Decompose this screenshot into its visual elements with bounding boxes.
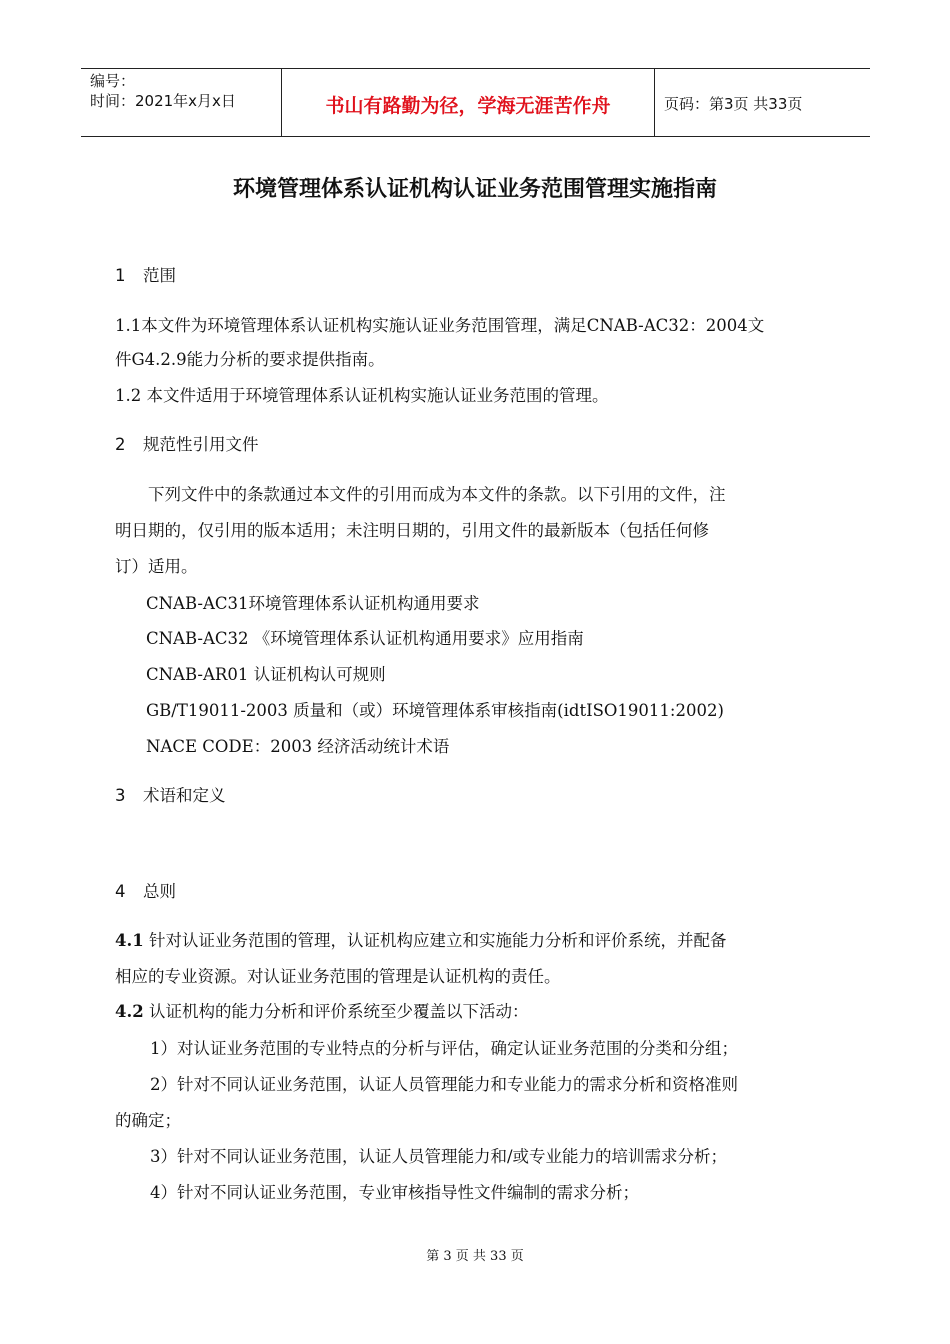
section-number: 1 xyxy=(115,266,126,285)
header-top-rule xyxy=(81,68,870,69)
list-item-continuation: 的确定； xyxy=(115,1111,181,1130)
clause-text: 针对认证业务范围的管理，认证机构应建立和实施能力分析和评价系统，并配备 xyxy=(143,931,727,950)
section-number: 2 xyxy=(115,435,126,454)
section-title: 术语和定义 xyxy=(143,786,226,805)
section-number: 3 xyxy=(115,786,126,805)
paragraph-line: 1.2 本文件适用于环境管理体系认证机构实施认证业务范围的管理。 xyxy=(115,386,609,405)
reference-item: CNAB-AC31环境管理体系认证机构通用要求 xyxy=(146,594,480,613)
clause-4-1 xyxy=(115,929,726,953)
header-page-label: 页码：第3页 共33页 xyxy=(664,95,803,113)
list-item: 1）对认证业务范围的专业特点的分析与评估，确定认证业务范围的分类和分组； xyxy=(150,1039,738,1058)
doc-date-label: 时间：2021年x月x日 xyxy=(90,92,236,110)
reference-item: GB/T19011-2003 质量和（或）环境管理体系审核指南(idtISO19011:2002) xyxy=(146,701,724,720)
clause-text: 认证机构的能力分析和评价系统至少覆盖以下活动： xyxy=(143,1002,529,1021)
list-item: 2）针对不同认证业务范围，认证人员管理能力和专业能力的需求分析和资格准则 xyxy=(150,1075,738,1094)
section-title: 范围 xyxy=(143,266,176,285)
reference-item: CNAB-AR01 认证机构认可规则 xyxy=(146,665,386,684)
reference-item: CNAB-AC32 《环境管理体系认证机构通用要求》应用指南 xyxy=(146,629,584,648)
header-bottom-rule xyxy=(81,136,870,137)
clause-4-2 xyxy=(115,1000,528,1024)
paragraph-line: 订）适用。 xyxy=(115,557,198,576)
page-footer: 第 3 页 共 33 页 xyxy=(426,1249,524,1264)
header-divider-right xyxy=(654,68,655,136)
paragraph-line: 1.1本文件为环境管理体系认证机构实施认证业务范围管理，满足CNAB-AC32：2004文 xyxy=(115,316,765,335)
document-title: 环境管理体系认证机构认证业务范围管理实施指南 xyxy=(232,177,717,202)
section-heading-3 xyxy=(115,784,226,808)
section-title: 总则 xyxy=(143,882,176,901)
list-item: 4）针对不同认证业务范围，专业审核指导性文件编制的需求分析； xyxy=(150,1183,639,1202)
section-title: 规范性引用文件 xyxy=(143,435,259,454)
paragraph-line: 下列文件中的条款通过本文件的引用而成为本文件的条款。以下引用的文件，注 xyxy=(148,485,726,504)
section-heading-1 xyxy=(115,264,176,288)
section-heading-2 xyxy=(115,433,259,457)
section-heading-4 xyxy=(115,880,176,904)
paragraph-line: 相应的专业资源。对认证业务范围的管理是认证机构的责任。 xyxy=(115,967,561,986)
section-number: 4 xyxy=(115,882,126,901)
paragraph-line: 明日期的，仅引用的版本适用；未注明日期的，引用文件的最新版本（包括任何修 xyxy=(115,521,709,540)
paragraph-line: 件G4.2.9能力分析的要求提供指南。 xyxy=(115,350,385,369)
doc-number-label: 编号： xyxy=(90,72,136,90)
list-item: 3）针对不同认证业务范围，认证人员管理能力和/或专业能力的培训需求分析； xyxy=(150,1147,728,1166)
clause-number: 4.1 xyxy=(115,931,144,950)
reference-item: NACE CODE：2003 经济活动统计术语 xyxy=(146,737,450,756)
header-motto: 书山有路勤为径，学海无涯苦作舟 xyxy=(325,95,611,117)
clause-number: 4.2 xyxy=(115,1002,144,1021)
header-divider-left xyxy=(281,68,282,136)
